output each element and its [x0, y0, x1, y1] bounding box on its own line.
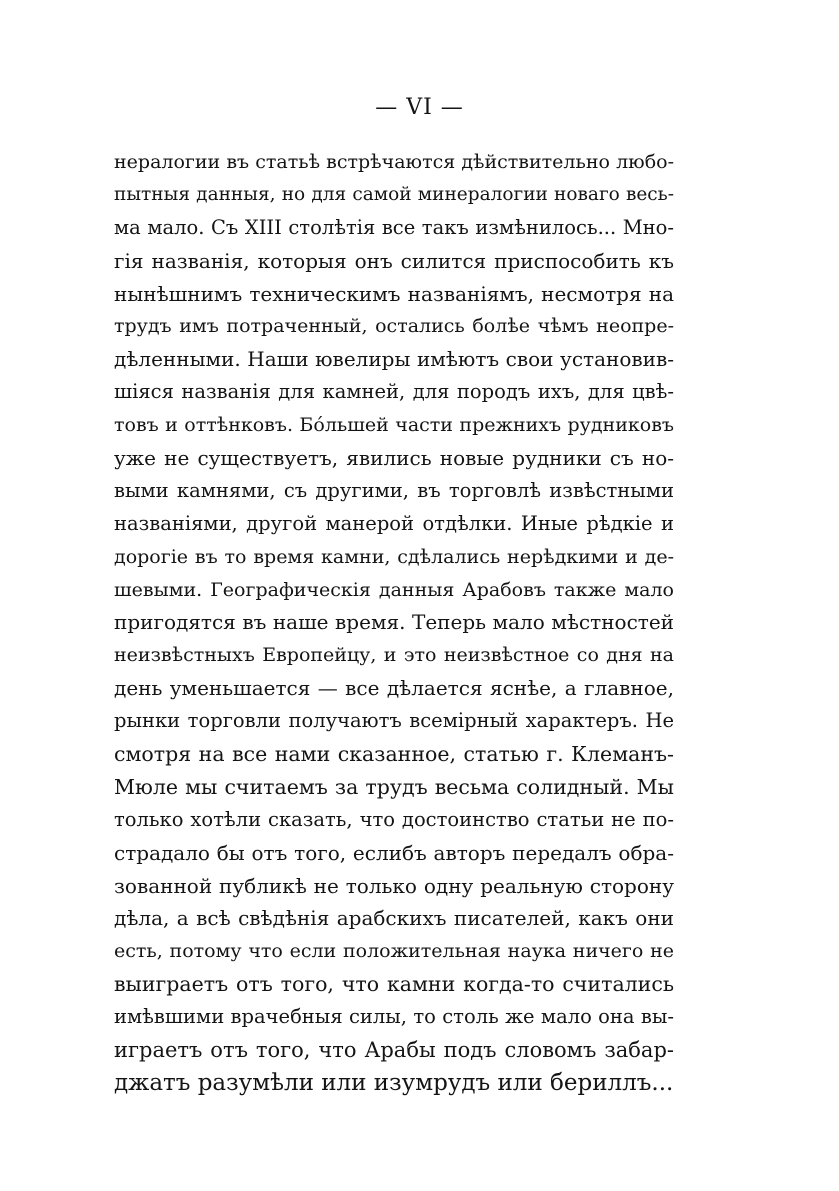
text-line: есть, потому что если положительная наука ничего не [114, 940, 674, 963]
text-line: товъ и оттѣнковъ. Бóльшей части прежнихъ рудниковъ [114, 414, 674, 437]
text-line: пригодятся въ наше время. Теперь мало мѣстностей [114, 610, 674, 635]
text-line: играетъ отъ того, что Арабы подъ словомъ забар- [114, 1038, 674, 1063]
text-line: день уменьшается — все дѣлается яснѣе, а главное, [114, 676, 674, 701]
text-line: выми камнями, съ другими, въ торговлѣ извѣстными [114, 478, 674, 502]
text-line: дѣленными. Наши ювелиры имѣютъ свои установив- [114, 347, 674, 372]
text-line: ма мало. Съ XIII столѣтія все такъ измѣнилось... Мно- [114, 215, 674, 239]
text-line: дѣла, а всѣ свѣдѣнія арабскихъ писателей, какъ они [114, 906, 674, 931]
text-line: пытныя данныя, но для самой минералогии новаго весь- [114, 183, 674, 205]
page-header-number: — VI — [375, 95, 464, 120]
text-line: дорогіе въ то время камни, сдѣлались нерѣдкими и де- [114, 545, 674, 568]
text-line: джатъ разумѣли или изумрудъ или бериллъ... [114, 1069, 674, 1096]
text-line: гія названія, которыя онъ силится приспособить къ [114, 248, 674, 273]
text-line: зованной публикѣ не только одну реальную сторону [114, 873, 674, 898]
text-line: нералогии въ статьѣ встрѣчаются дѣйствительно любо- [114, 151, 674, 173]
text-line: смотря на все нами сказанное, статью г. Клеманъ- [114, 742, 674, 767]
text-line: шіяся названія для камней, для породъ ихъ, для цвѣ- [114, 380, 674, 404]
text-line: рынки торговли получаютъ всемірный характеръ. Не [114, 709, 674, 733]
text-line: Мюле мы считаемъ за трудъ весьма солидный. Мы [114, 774, 674, 799]
text-line: неизвѣстныхъ Европейцу, и это неизвѣстное со дня на [114, 644, 674, 667]
text-line: нынѣшнимъ техническимъ названіямъ, несмотря на [114, 281, 674, 306]
text-line: выиграетъ отъ того, что камни когда-то считались [114, 972, 674, 997]
text-line: трудъ имъ потраченный, остались болѣе чѣмъ неопре- [114, 315, 674, 338]
text-line: названіями, другой манерой отдѣлки. Иные рѣдкіе и [114, 511, 674, 535]
text-line: имѣвшими врачебныя силы, то столь же мало она вы- [114, 1005, 674, 1029]
text-line: только хотѣли сказать, что достоинство статьи не по- [114, 807, 674, 831]
text-line: страдало бы отъ того, еслибъ авторъ передалъ обра- [114, 840, 674, 865]
text-line: уже не существуетъ, явились новые рудники съ но- [114, 446, 674, 471]
body-text [114, 146, 674, 1100]
text-line: шевыми. Географическія данныя Арабовъ также мало [114, 578, 674, 601]
